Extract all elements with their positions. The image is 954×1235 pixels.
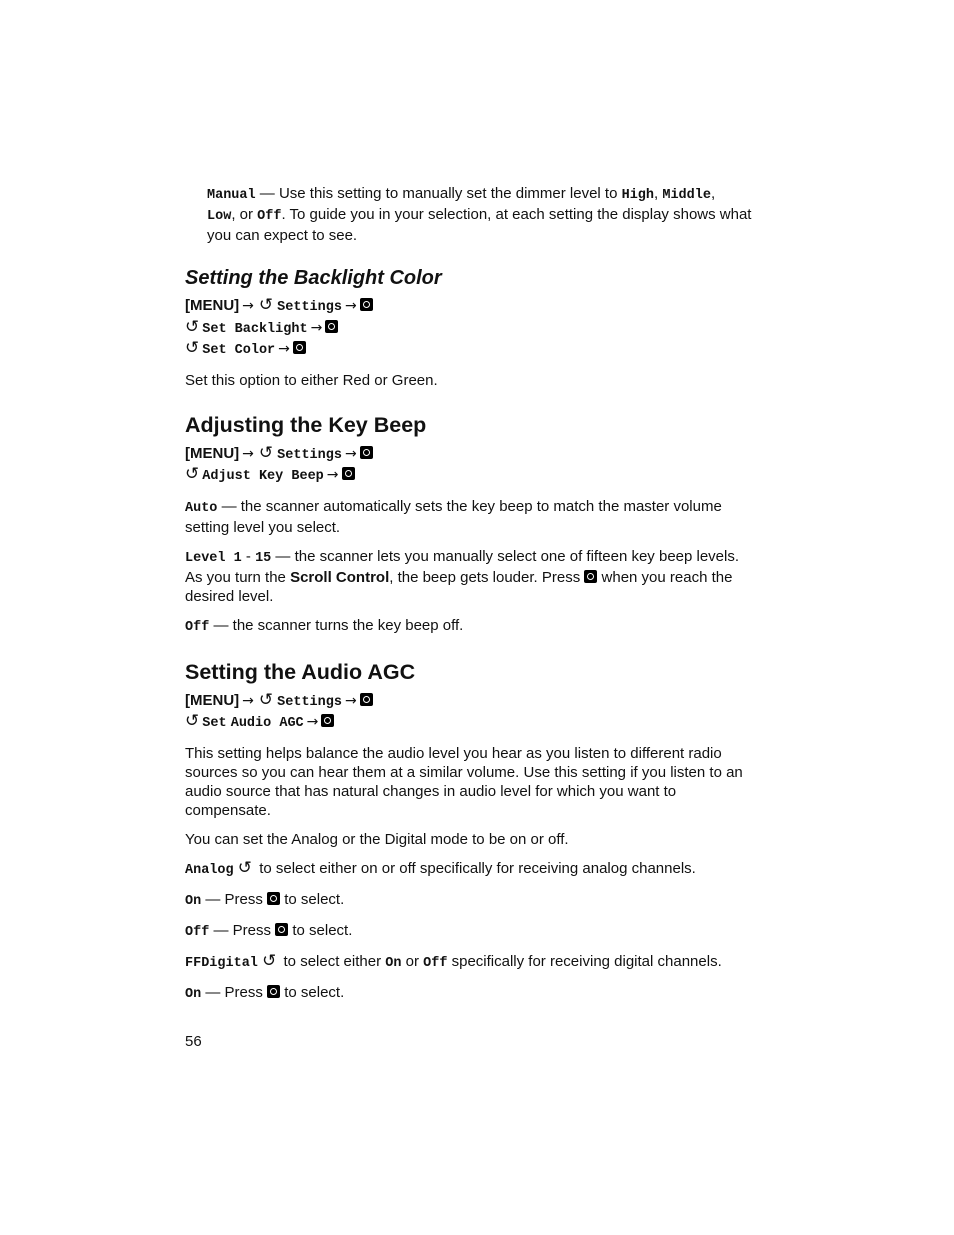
menu-path-backlight: [MENU] → ↺ Settings → ↺ Set Backlight → ↺ Set Color →	[185, 296, 755, 361]
knob-icon	[275, 923, 288, 936]
arrow-icon: →	[310, 319, 323, 336]
menu-path-key-beep: [MENU] → ↺ Settings → ↺ Adjust Key Beep →	[185, 444, 755, 487]
knob-icon	[584, 570, 597, 583]
knob-icon	[360, 693, 373, 706]
page-number: 56	[185, 1033, 202, 1050]
arrow-icon: →	[278, 341, 290, 357]
arrow-icon: →	[306, 714, 319, 730]
rotate-icon: ↺	[185, 711, 200, 731]
page-content	[185, 184, 755, 1004]
knob-icon	[321, 714, 334, 727]
menu-path-audio-agc: [MENU] → ↺ Settings → ↺ Set Audio AGC →	[185, 691, 755, 734]
knob-icon	[267, 892, 280, 905]
knob-icon	[267, 985, 280, 998]
rotate-icon: ↺	[185, 464, 200, 484]
section-heading-audio-agc: Setting the Audio AGC	[185, 659, 416, 684]
key-beep-auto: Auto — the scanner automatically sets the key beep to match the master volume setting level you select.	[185, 497, 722, 536]
key-beep-off: Off — the scanner turns the key beep off.	[185, 616, 464, 635]
key-beep-level: Level 1 - 15 — the scanner lets you manually select one of fifteen key beep levels. As you turn the Scroll Control, the beep gets louder. Press when you reach the desired level.	[185, 547, 740, 605]
arrow-icon: →	[242, 445, 254, 462]
manual-description: Manual — Use this setting to manually set the dimmer level to High, Middle, Low, or Off. To guide you in your selection, at each setting the display shows what you can expect to see.	[207, 185, 752, 244]
knob-icon	[360, 298, 373, 311]
rotate-icon: ↺	[258, 442, 274, 463]
term-off: Off	[257, 209, 282, 224]
agc-modes: You can set the Analog or the Digital mode to be on or off.	[185, 830, 569, 848]
section-heading-backlight: Setting the Backlight Color	[185, 267, 442, 289]
scroll-control-label: Scroll Control	[290, 568, 390, 586]
section-heading-key-beep: Adjusting the Key Beep	[185, 412, 427, 437]
term-manual: Manual	[207, 188, 256, 203]
backlight-description: Set this option to either Red or Green.	[185, 371, 438, 389]
rotate-icon: ↺	[185, 338, 200, 358]
rotate-icon: ↺	[258, 689, 274, 710]
agc-analog-off: Off — Press to select.	[185, 921, 353, 940]
arrow-icon: →	[242, 692, 254, 709]
rotate-icon: ↺	[185, 316, 200, 337]
knob-icon	[360, 446, 373, 459]
agc-digital: FFDigital ↺ to select either On or Off specifically for receiving digital channels.	[185, 950, 722, 971]
rotate-icon: ↺	[258, 295, 274, 315]
term-middle: Middle	[662, 188, 711, 203]
agc-description: This setting helps balance the audio level you hear as you listen to different radio sources so you can hear them at a similar volume. Use this setting if you listen to an audio source that has natural changes in audio level for which you want to compensate.	[185, 744, 743, 819]
rotate-icon: ↺	[262, 950, 277, 971]
agc-analog: Analog ↺ to select either on or off specifically for receiving analog channels.	[185, 857, 696, 878]
knob-icon	[325, 320, 338, 333]
knob-icon	[293, 341, 306, 354]
arrow-icon: →	[344, 298, 357, 314]
term-high: High	[621, 188, 654, 203]
term-low: Low	[207, 209, 232, 224]
agc-digital-on: On — Press to select.	[185, 983, 345, 1002]
arrow-icon: →	[344, 445, 357, 462]
rotate-icon: ↺	[237, 857, 253, 878]
knob-icon	[342, 467, 355, 480]
arrow-icon: →	[344, 692, 357, 709]
arrow-icon: →	[242, 298, 254, 314]
agc-analog-on: On — Press to select.	[185, 890, 345, 909]
arrow-icon: →	[326, 467, 339, 483]
